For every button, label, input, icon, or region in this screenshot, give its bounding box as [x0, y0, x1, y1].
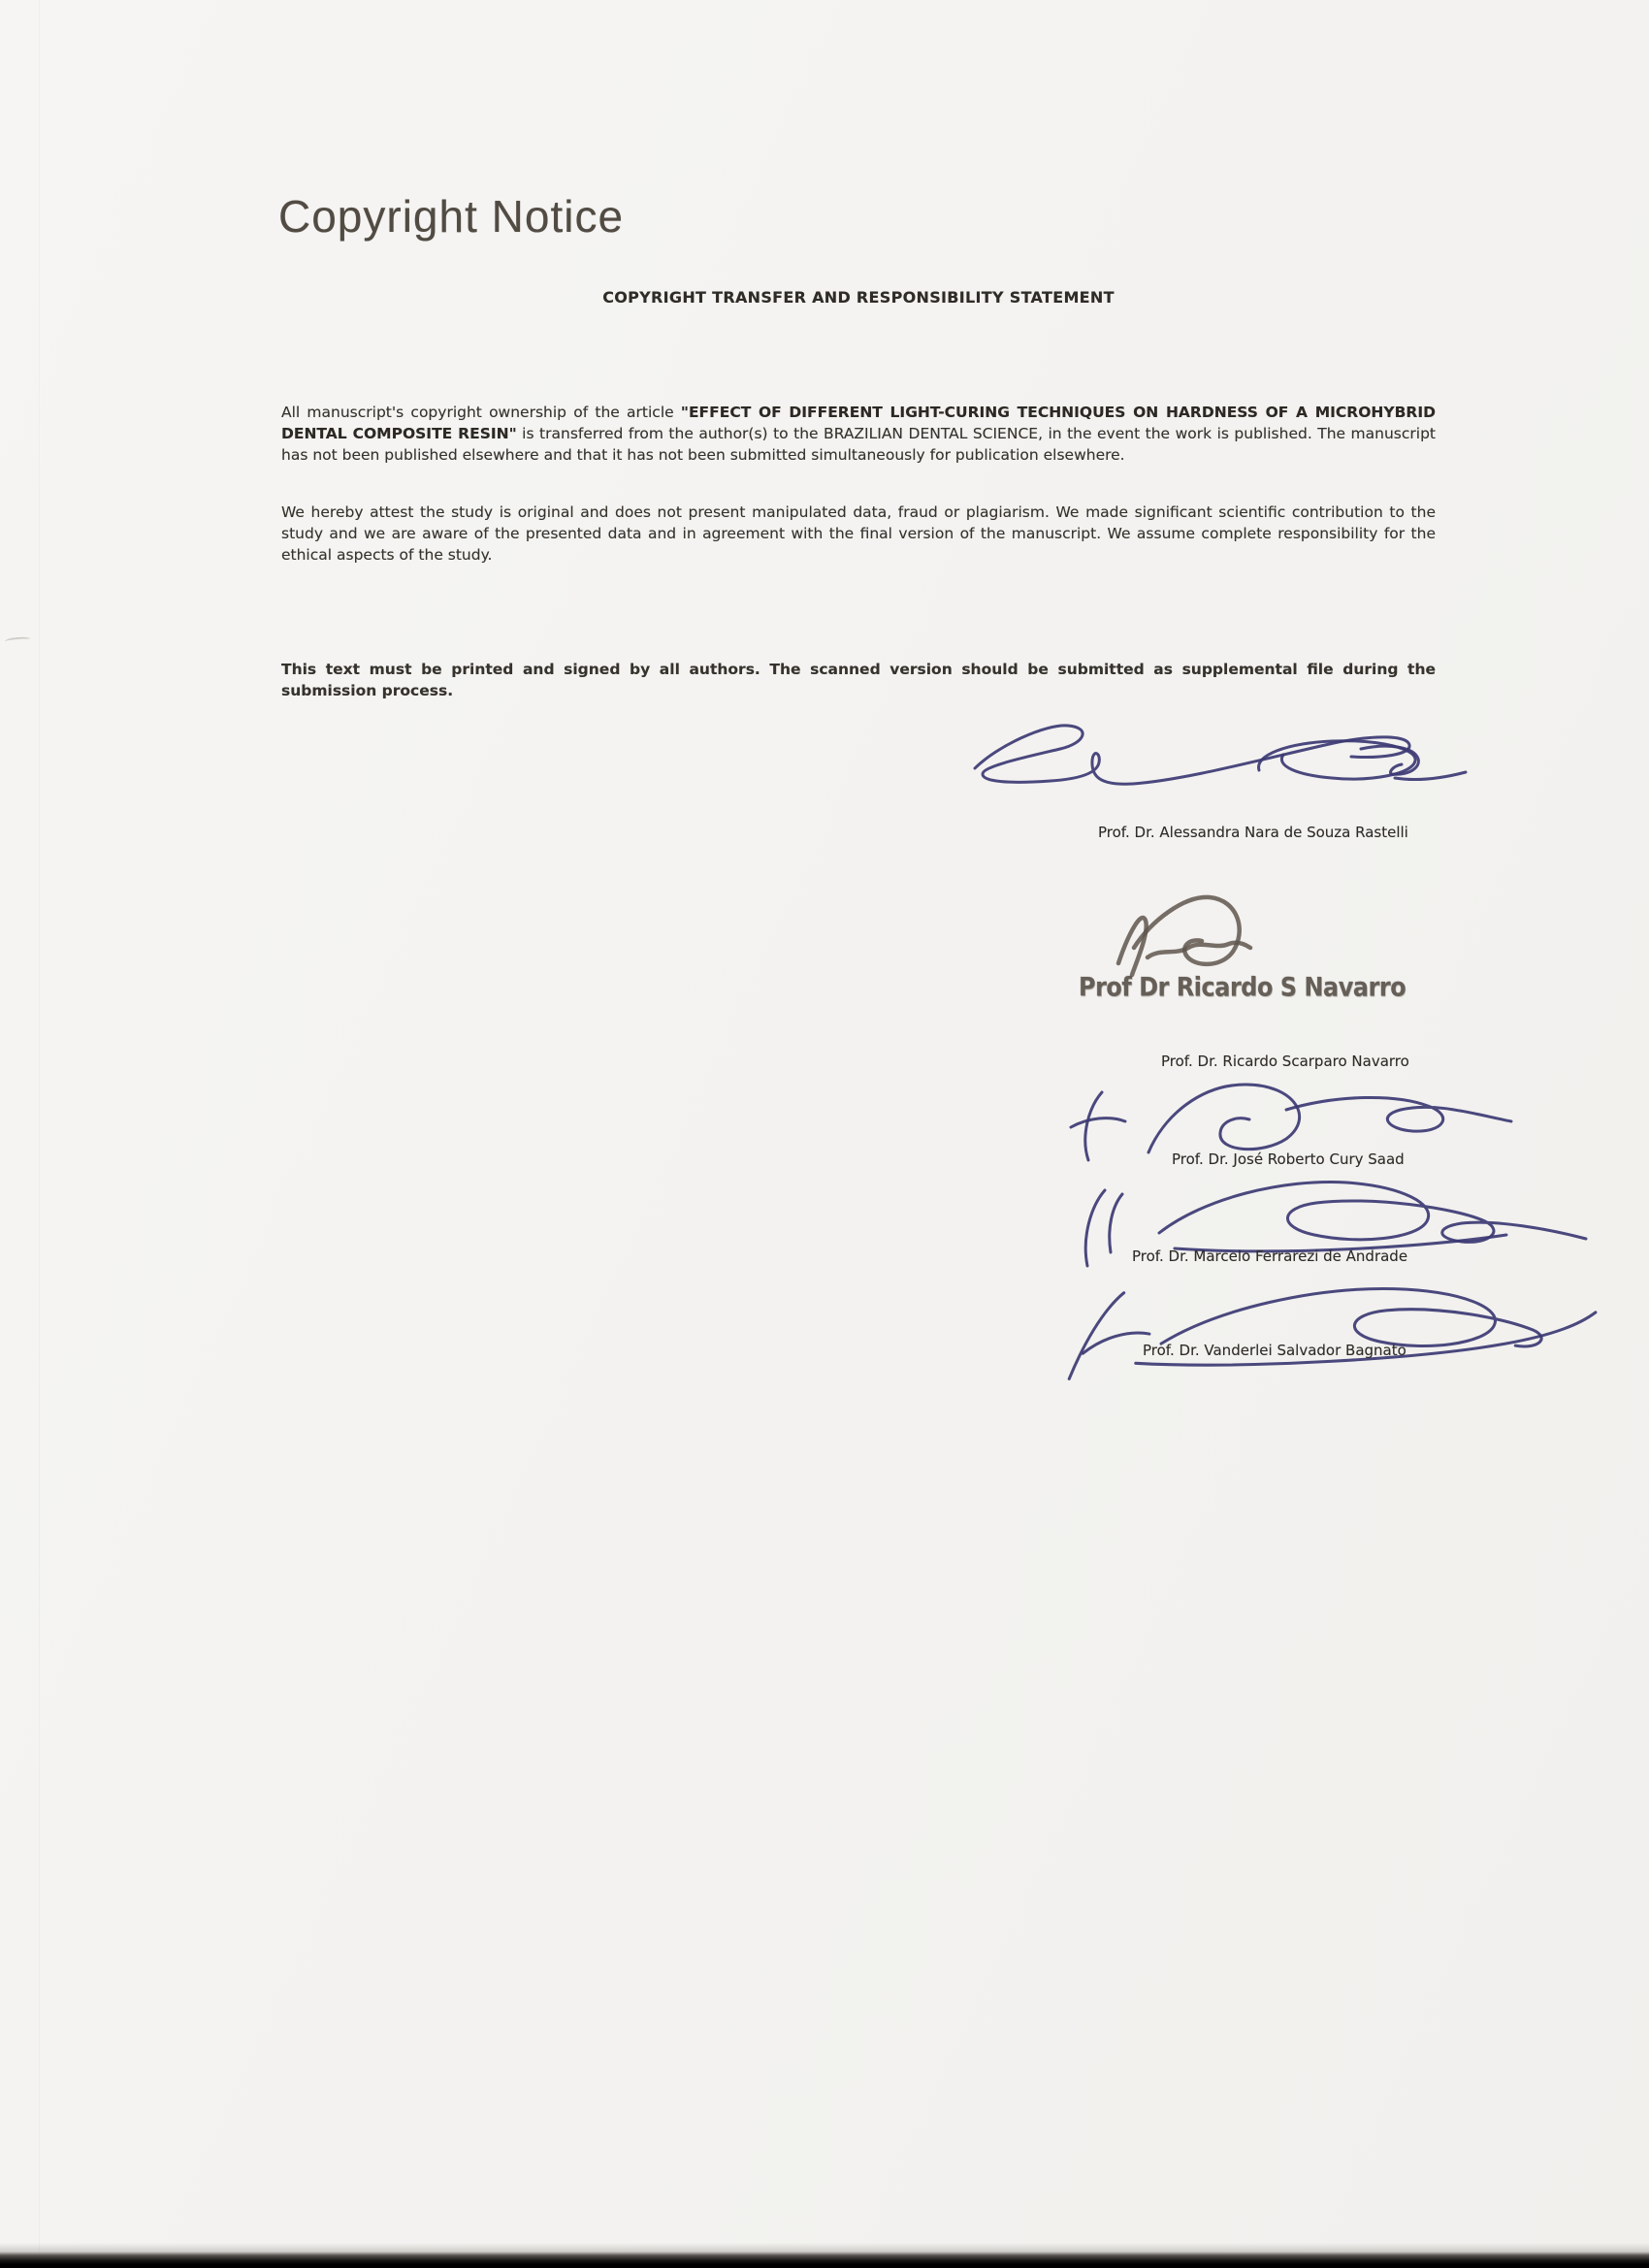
paper-edge-line	[39, 0, 40, 2268]
scan-bottom-edge	[0, 2243, 1649, 2268]
signer-name-rastelli: Prof. Dr. Alessandra Nara de Souza Rastelli	[1098, 824, 1408, 841]
paragraph1-trailing-text: is transferred from the author(s) to the BRAZILIAN DENTAL SCIENCE, in the event the work is published. The manuscript has not been published elsewhere and that it has not been submitted simultaneously for publication elsewhere.	[281, 425, 1436, 464]
signing-instruction-paragraph: This text must be printed and signed by all authors. The scanned version should be submitted as supplemental file during the submission process.	[281, 661, 1436, 699]
navarro-stamp-text: Prof Dr Ricardo S Navarro	[1079, 972, 1406, 1003]
signer-name-andrade: Prof. Dr. Marcelo Ferrarezi de Andrade	[1132, 1247, 1408, 1265]
signature-bagnato-ink	[1046, 1269, 1603, 1387]
signature-navarro-stamp-ink	[1101, 888, 1300, 985]
attestation-paragraph: We hereby attest the study is original and does not present manipulated data, fraud or plagiarism. We made significant scientific contribution to the study and we are aware of the presented data and in agreement with the final version of the manuscript. We assume complete responsibility for the ethical aspects of the study.	[281, 503, 1436, 564]
signer-name-navarro: Prof. Dr. Ricardo Scarparo Navarro	[1161, 1053, 1409, 1070]
signer-name-bagnato: Prof. Dr. Vanderlei Salvador Bagnato	[1143, 1342, 1406, 1359]
signature-rastelli-ink	[954, 693, 1468, 811]
statement-heading: COPYRIGHT TRANSFER AND RESPONSIBILITY STATEMENT	[602, 288, 1115, 307]
copyright-transfer-paragraph	[281, 402, 1436, 466]
signer-name-saad: Prof. Dr. José Roberto Cury Saad	[1172, 1150, 1405, 1168]
article-title-text: "EFFECT OF DIFFERENT LIGHT-CURING TECHNIQUES ON HARDNESS OF A MICROHYBRID DENTAL COMPOSITE RESIN"	[281, 404, 1436, 442]
stray-pencil-mark	[5, 636, 30, 644]
page-title: Copyright Notice	[278, 191, 625, 242]
paragraph1-lead-text: All manuscript's copyright ownership of the article	[281, 404, 681, 421]
